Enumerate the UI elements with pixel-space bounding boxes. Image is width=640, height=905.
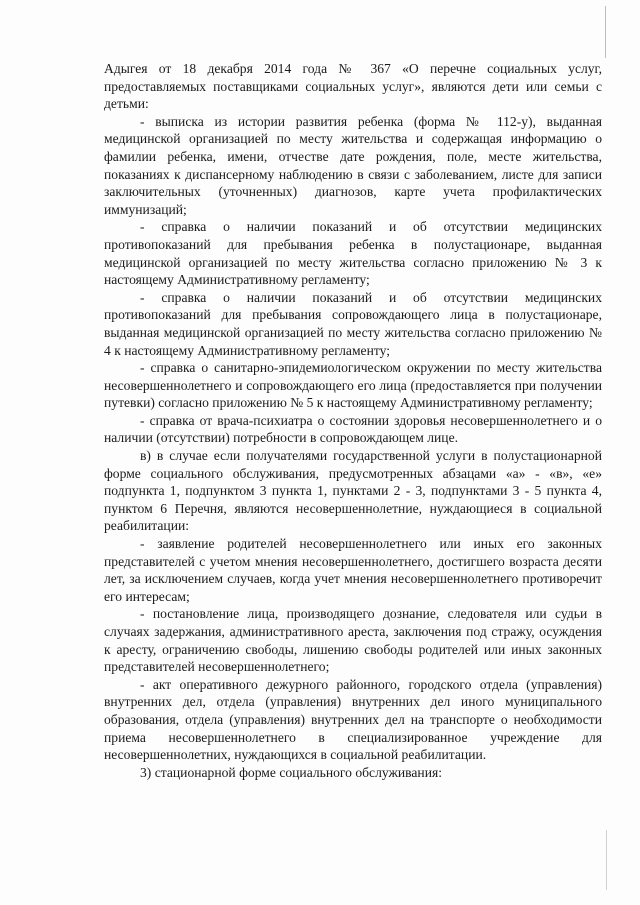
paragraph-clause-v: в) в случае если получателями государственной услуги в полустационарной форме социального обслуживания, предусмотренных абзацами «а» - «в», «е» подпункта 1, подпунктом 3 пункта 1, пунктами 2 - 3, подпунктами 3 - 5 пункта 4, пунктом 6 Перечня, являются несовершеннолетние, нуждающиеся в социальной реабилитации: [104, 448, 602, 534]
paragraph-continuation: Адыгея от 18 декабря 2014 года № 367 «О перечне социальных услуг, предоставляемых поставщиками социальных услуг», являются дети или семьи с детьми: [104, 61, 602, 112]
paragraph-child-medical-certificate: - справка о наличии показаний и об отсутствии медицинских противопоказаний для пребывания ребенка в полустационаре, выданная медицинской организацией по месту жительства согласно приложению № 3 к настоящему Административному регламенту; [104, 219, 602, 288]
paragraph-parents-application: - заявление родителей несовершеннолетнего или иных его законных представителей с учетом мнения несовершеннолетнего, достигшего возраста десяти лет, за исключением случаев, когда учет мнения несовершеннолетнего противоречит его интересам; [104, 536, 602, 604]
paragraph-police-act: - акт оперативного дежурного районного, городского отдела (управления) внутренних дел, отдела (управления) внутренних дел иного муниципального образования, отдела (управления) внутренних дел на транспорте о необходимости приема несовершеннолетнего в специализированное учреждение для несовершеннолетних, нуждающихся в социальной реабилитации. [104, 676, 602, 763]
document-body [104, 60, 602, 781]
paragraph-sanitary-certificate: - справка о санитарно-эпидемиологическом окружении по месту жительства несовершеннолетнего и сопровождающего его лица (предоставляется при получении путевки) согласно приложению № 5 к настоящему Административному регламенту; [104, 360, 602, 411]
scan-edge-line-bottom [606, 830, 607, 890]
paragraph-psychiatrist-certificate: - справка от врача-психиатра о состоянии здоровья несовершеннолетнего и о наличии (отсутствии) потребности в сопровождающем лице. [104, 412, 602, 446]
paragraph-investigator-resolution: - постановление лица, производящего дознание, следователя или судьи в случаях задержания, административного ареста, заключения под стражу, осуждения к аресту, ограничению свободы, лишению свободы родителей или иных законных представителей несовершеннолетнего; [104, 606, 602, 675]
paragraph-clause-3-stationary: 3) стационарной форме социального обслуживания: [140, 764, 443, 780]
paragraph-companion-medical-certificate: - справка о наличии показаний и об отсутствии медицинских противопоказаний для пребывания сопровождающего лица в полустационаре, выданная медицинской организацией по месту жительства согласно приложению № 4 к настоящему Административному регламенту; [104, 289, 602, 358]
paragraph-birth-history-extract: - выписка из истории развития ребенка (форма № 112-у), выданная медицинской организацией по месту жительства и содержащая информацию о фамилии ребенка, имени, отчестве дате рождения, поле, месте жительства, показаниях к диспансерному наблюдению в связи с заболеванием, листе для записи заключительных (уточненных) диагнозов, карте учета профилактических иммунизаций; [104, 113, 602, 217]
scan-edge-line [605, 6, 606, 58]
